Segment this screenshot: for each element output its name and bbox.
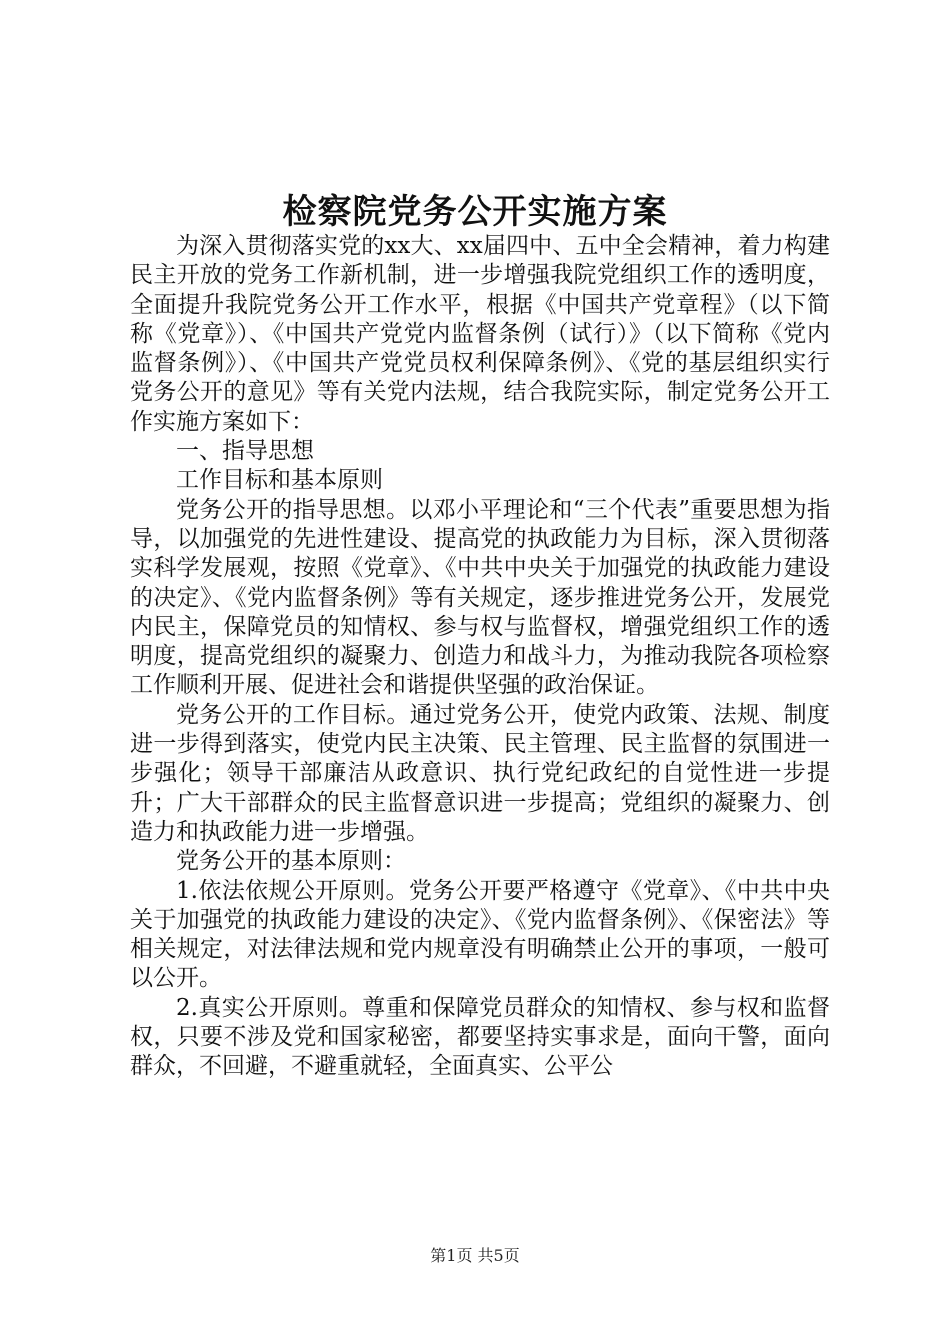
page-footer: 第1页 共5页 xyxy=(430,1246,520,1265)
paragraph-guiding-thought: 党务公开的指导思想。以邓小平理论和“三个代表”重要思想为指导，以加强党的先进性建设、提高党的执政能力为目标，深入贯彻落实科学发展观，按照《党章》、《中共中央关于加强党的执政能力建设的决定》、《党内监督条例》等有关规定，逐步推进党务公开，发展党内民主，保障党员的知情权、参与权与监督权，增强党组织工作的透明度，提高党组织的凝聚力、创造力和战斗力，为推动我院各项检察工作顺利开展、促进社会和谐提供坚强的政治保证。 xyxy=(130,496,830,699)
document-title: 检察院党务公开实施方案 xyxy=(282,192,668,232)
paragraph-intro: 为深入贯彻落实党的xx大、xx届四中、五中全会精神，着力构建民主开放的党务工作新机制，进一步增强我院党组织工作的透明度，全面提升我院党务公开工作水平，根据《中国共产党章程》（以下简称《党章》）、《中国共产党党内监督条例（试行）》（以下简称《党内监督条例》）、《中国共产党党员权利保障条例》、《党的基层组织实行党务公开的意见》等有关党内法规，结合我院实际，制定党务公开工作实施方案如下： xyxy=(130,233,830,435)
paragraph-work-goals: 党务公开的工作目标。通过党务公开，使党内政策、法规、制度进一步得到落实，使党内民主决策、民主管理、民主监督的氛围进一步强化；领导干部廉洁从政意识、执行党纪政纪的自觉性进一步提升；广大干部群众的民主监督意识进一步提高；党组织的凝聚力、创造力和执政能力进一步增强。 xyxy=(130,701,830,845)
section-heading-guiding-thought: 一、指导思想 xyxy=(176,438,314,465)
paragraph-principle-1: 1.依法依规公开原则。党务公开要严格遵守《党章》、《中共中央关于加强党的执政能力建设的决定》、《党内监督条例》、《保密法》等相关规定，对法律法规和党内规章没有明确禁止公开的事项，一般可以公开。 xyxy=(130,877,830,992)
paragraph-principle-2: 2.真实公开原则。尊重和保障党员群众的知情权、参与权和监督权，只要不涉及党和国家秘密，都要坚持实事求是，面向干警，面向群众，不回避，不避重就轻，全面真实、公平公 xyxy=(130,994,830,1080)
document-body xyxy=(130,232,830,1082)
subheading-goals-principles: 工作目标和基本原则 xyxy=(176,467,383,494)
paragraph-basic-principles: 党务公开的基本原则： xyxy=(176,848,406,875)
